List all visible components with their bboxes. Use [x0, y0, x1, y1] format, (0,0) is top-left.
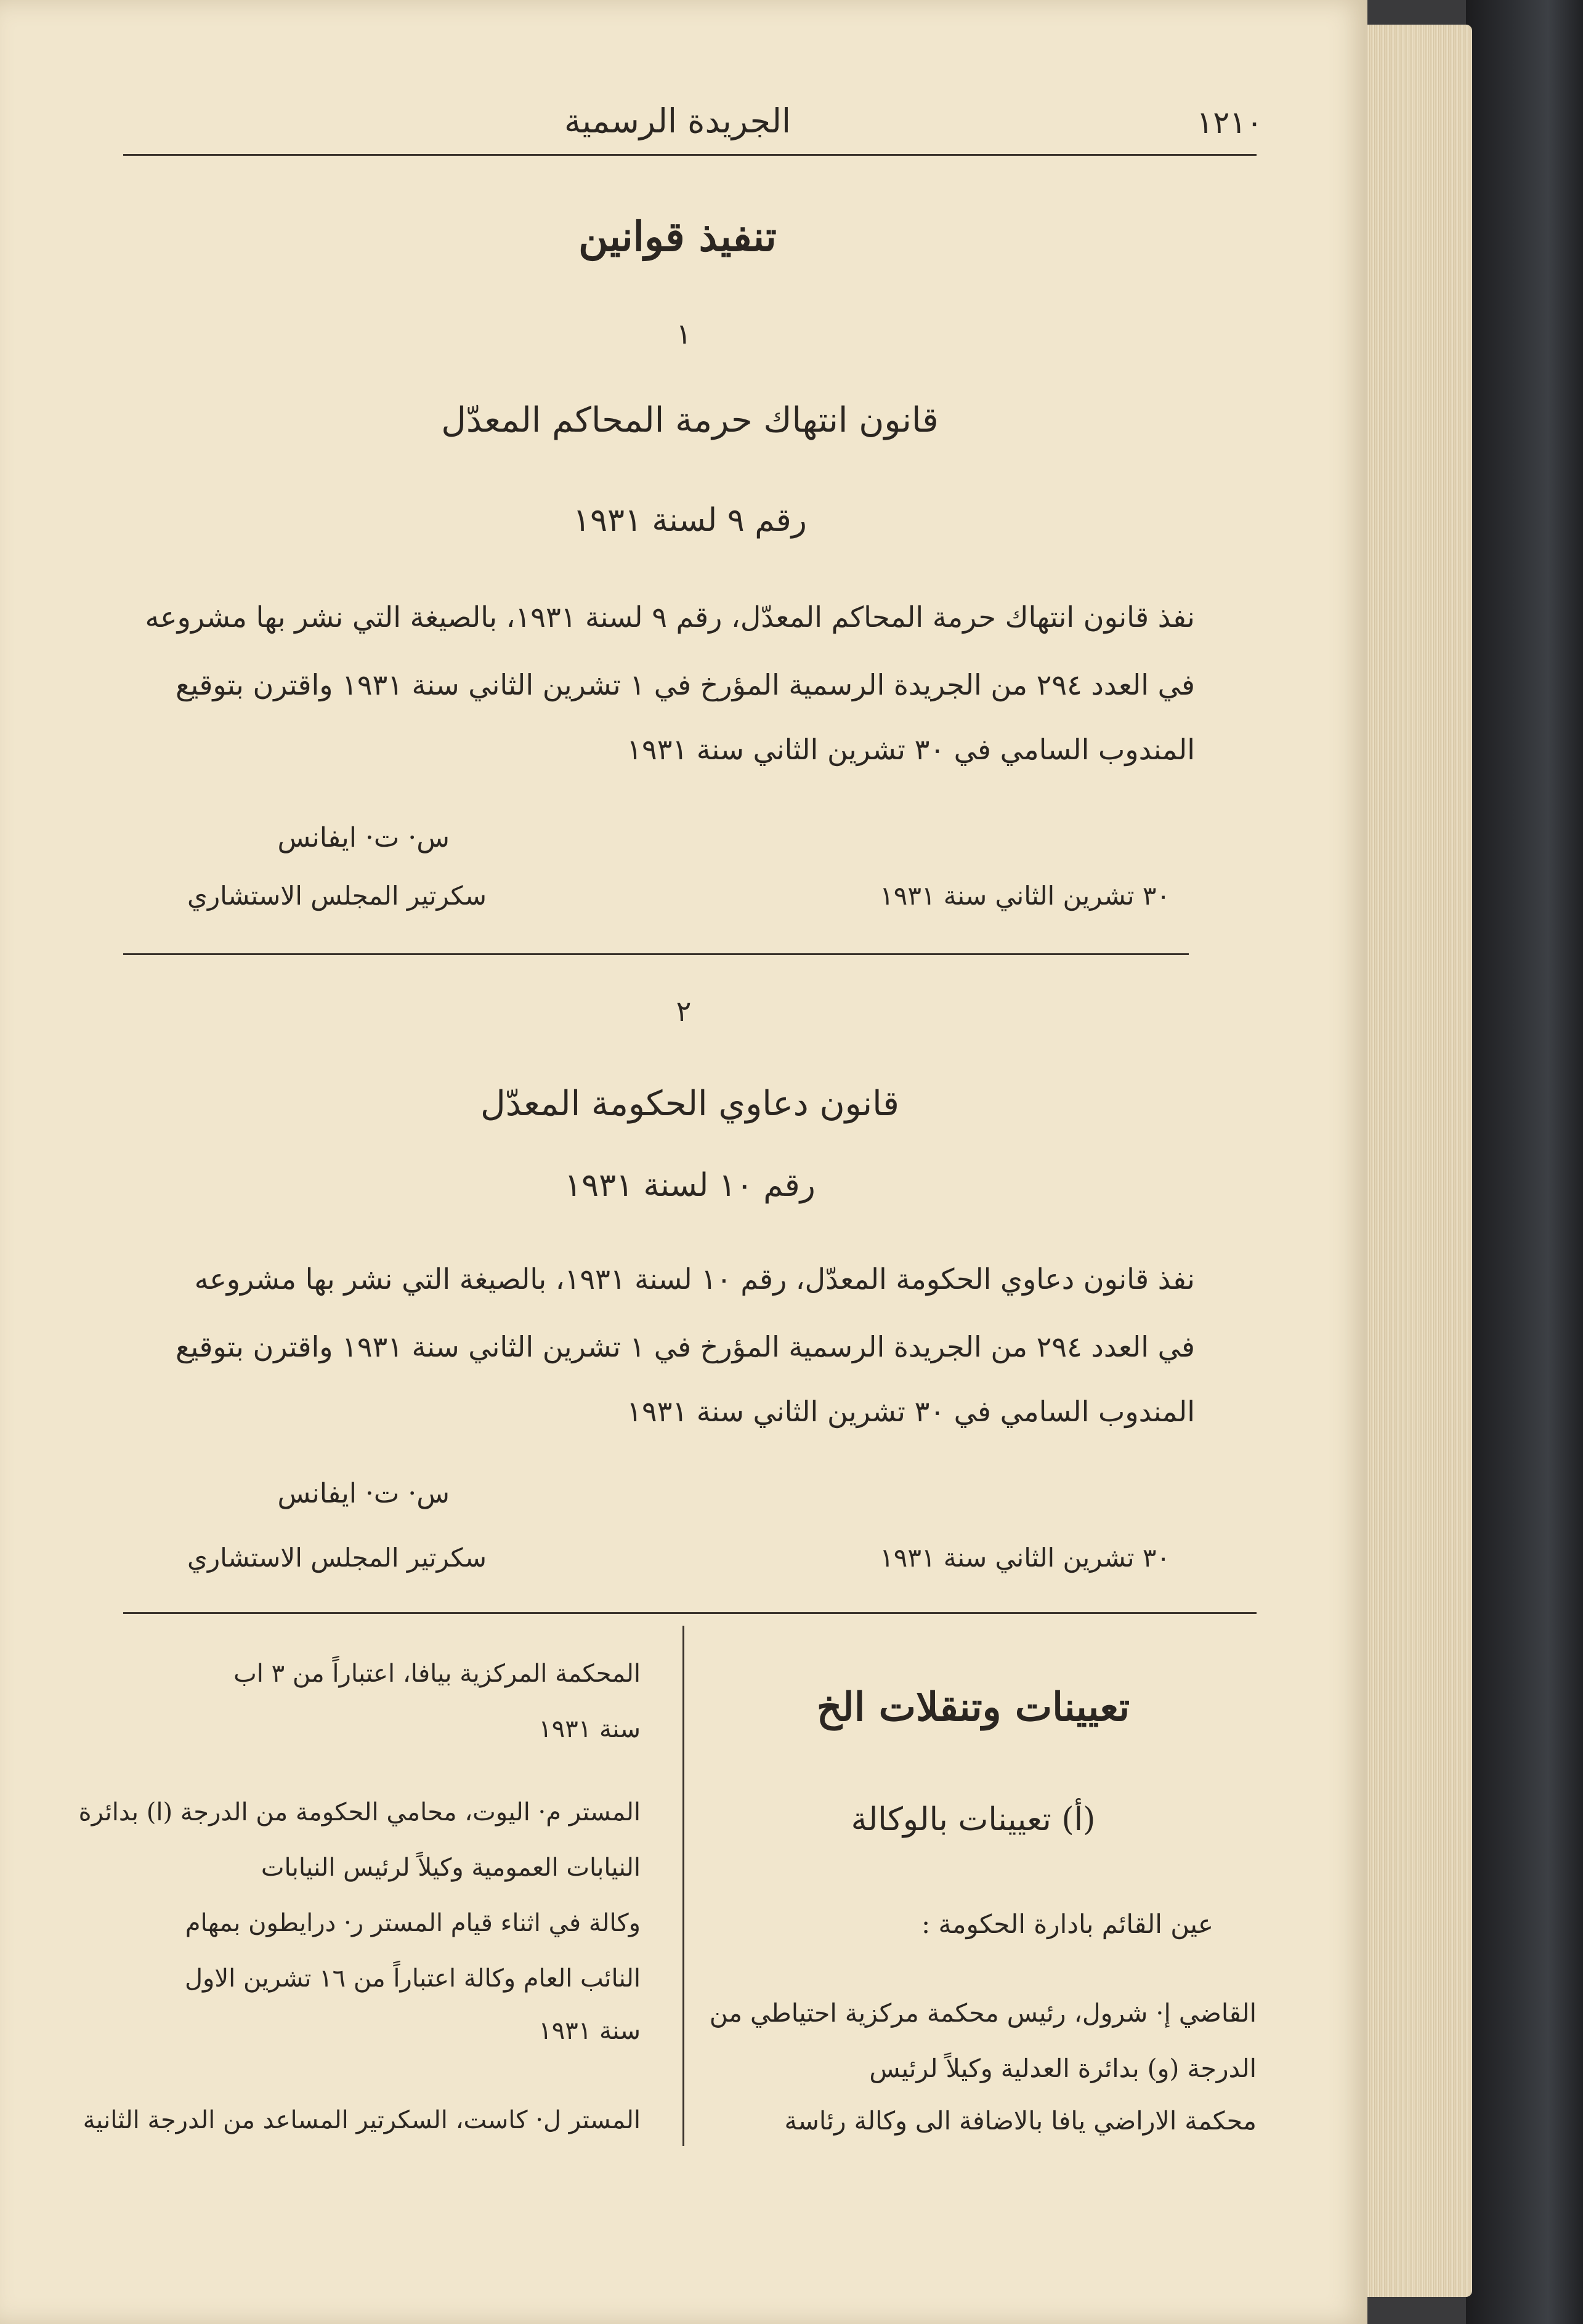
law-date: ٣٠ تشرين الثاني سنة ١٩٣١ [880, 1543, 1170, 1573]
law-name: قانون انتهاك حرمة المحاكم المعدّل [441, 400, 939, 440]
law-body-line: في العدد ٢٩٤ من الجريدة الرسمية المؤرخ في ١ تشرين الثاني سنة ١٩٣١ واقترن بتوقيع [176, 668, 1195, 701]
appointment-line: النائب العام وكالة اعتباراً من ١٦ تشرين الاول [184, 1964, 641, 1993]
appointment-line: المستر م· اليوت، محامي الحكومة من الدرجة (ا) بدائرة [78, 1798, 641, 1826]
appointments-rule [123, 1612, 1257, 1614]
page-number: ١٢١٠ [1196, 105, 1263, 140]
law-date: ٣٠ تشرين الثاني سنة ١٩٣١ [880, 881, 1170, 911]
appointment-line: سنة ١٩٣١ [538, 1715, 641, 1743]
journal-title: الجريدة الرسمية [564, 102, 791, 140]
header-rule [123, 154, 1257, 156]
law-body-line: المندوب السامي في ٣٠ تشرين الثاني سنة ١٩٣١ [626, 1395, 1195, 1428]
appointment-line: النيابات العمومية وكيلاً لرئيس النيابات [261, 1854, 641, 1882]
book-cover [1466, 0, 1583, 2324]
law-body-line: نفذ قانون انتهاك حرمة المحاكم المعدّل، رقم ٩ لسنة ١٩٣١، بالصيغة التي نشر بها مشروعه [145, 600, 1195, 634]
law-index: ١ [676, 317, 692, 350]
law-index: ٢ [676, 995, 692, 1028]
signer-name: س· ت· ايفانس [277, 1478, 450, 1509]
appointment-line: سنة ١٩٣١ [538, 2017, 641, 2045]
law-body-line: نفذ قانون دعاوي الحكومة المعدّل، رقم ١٠ لسنة ١٩٣١، بالصيغة التي نشر بها مشروعه [194, 1262, 1195, 1296]
appointment-line: الدرجة (و) بدائرة العدلية وكيلاً لرئيس [869, 2054, 1257, 2083]
column-divider [682, 1626, 684, 2146]
law-number: رقم ١٠ لسنة ١٩٣١ [564, 1167, 816, 1204]
law-body-line: المندوب السامي في ٣٠ تشرين الثاني سنة ١٩٣١ [626, 733, 1195, 766]
appointment-line: المحكمة المركزية بيافا، اعتباراً من ٣ اب [233, 1660, 641, 1688]
appointments-subtitle: (أ) تعيينات بالوكالة [851, 1801, 1096, 1838]
signer-name: س· ت· ايفانس [277, 822, 450, 853]
law-number: رقم ٩ لسنة ١٩٣١ [573, 502, 807, 539]
law-body-line: في العدد ٢٩٤ من الجريدة الرسمية المؤرخ في ١ تشرين الثاني سنة ١٩٣١ واقترن بتوقيع [176, 1330, 1195, 1363]
law-name: قانون دعاوي الحكومة المعدّل [480, 1084, 899, 1124]
section-title: تنفيذ قوانين [578, 212, 777, 260]
appointment-line: محكمة الاراضي يافا بالاضافة الى وكالة رئاسة [784, 2106, 1257, 2136]
appointment-line: وكالة في اثناء قيام المستر ر· درايطون بمهام [185, 1909, 641, 1937]
appointments-intro: عين القائم بادارة الحكومة : [921, 1909, 1213, 1939]
signer-title: سكرتير المجلس الاستشاري [187, 881, 487, 911]
appointment-line: المستر ل· كاست، السكرتير المساعد من الدرجة الثانية [83, 2106, 641, 2134]
appointment-line: القاضي إ· شرول، رئيس محكمة مركزية احتياطي من [709, 1998, 1257, 2028]
law-separator [123, 953, 1189, 955]
appointments-title: تعيينات وتنقلات الخ [816, 1684, 1130, 1730]
signer-title: سكرتير المجلس الاستشاري [187, 1543, 487, 1573]
